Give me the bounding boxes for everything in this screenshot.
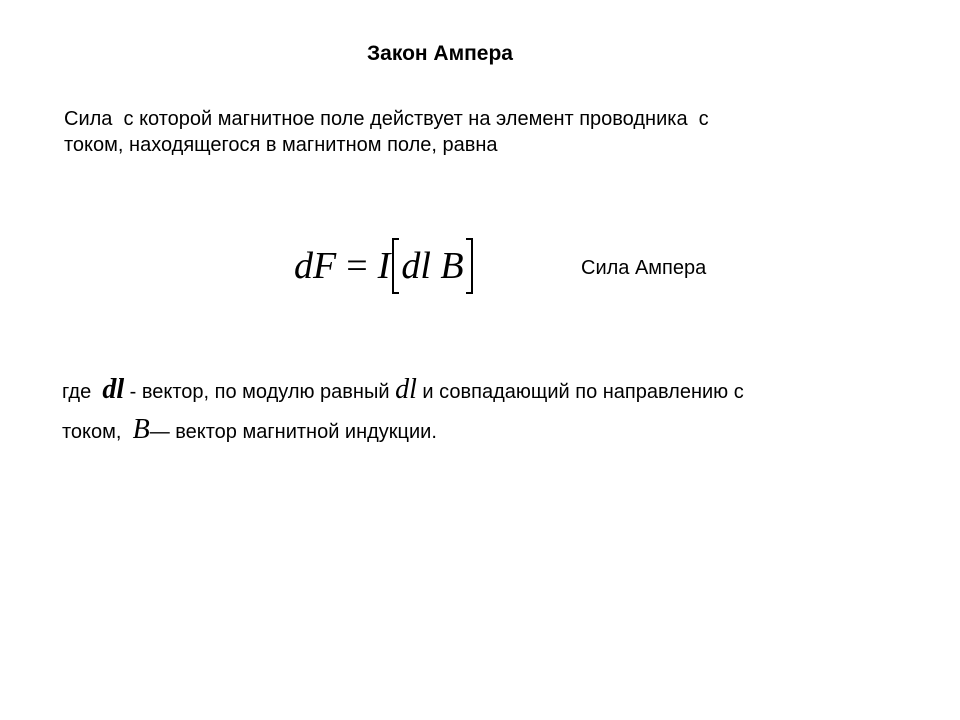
- intro-line-1: Сила с которой магнитное поле действует на элемент проводника с: [64, 108, 709, 130]
- formula-label: Сила Ампера: [581, 257, 707, 279]
- formula-factor: I: [377, 245, 391, 287]
- slide-title: Закон Ампера: [367, 42, 513, 65]
- intro-text: [64, 106, 864, 158]
- symbol-b: B: [132, 414, 150, 445]
- ampere-formula: [294, 236, 475, 296]
- desc-prefix-2: током,: [62, 421, 133, 443]
- symbol-dl-bold: dl: [102, 374, 125, 405]
- desc-prefix-1: где: [62, 381, 103, 403]
- right-bracket-icon: [466, 238, 473, 294]
- description: [62, 370, 902, 450]
- intro-line-2: током, находящегося в магнитном поле, равна: [64, 134, 498, 156]
- formula-equals: =: [346, 245, 368, 287]
- description-line-1: [62, 370, 902, 410]
- desc-suffix-2: — вектор магнитной индукции.: [149, 421, 437, 443]
- desc-suffix-1: и совпадающий по направлению с: [416, 381, 744, 403]
- formula-lhs: dF: [294, 245, 337, 287]
- desc-middle-1: - вектор, по модулю равный: [124, 381, 396, 403]
- description-line-2: [62, 410, 902, 450]
- formula-bracket-content: dl B: [401, 245, 464, 287]
- left-bracket-icon: [392, 238, 399, 294]
- symbol-dl: dl: [395, 374, 417, 405]
